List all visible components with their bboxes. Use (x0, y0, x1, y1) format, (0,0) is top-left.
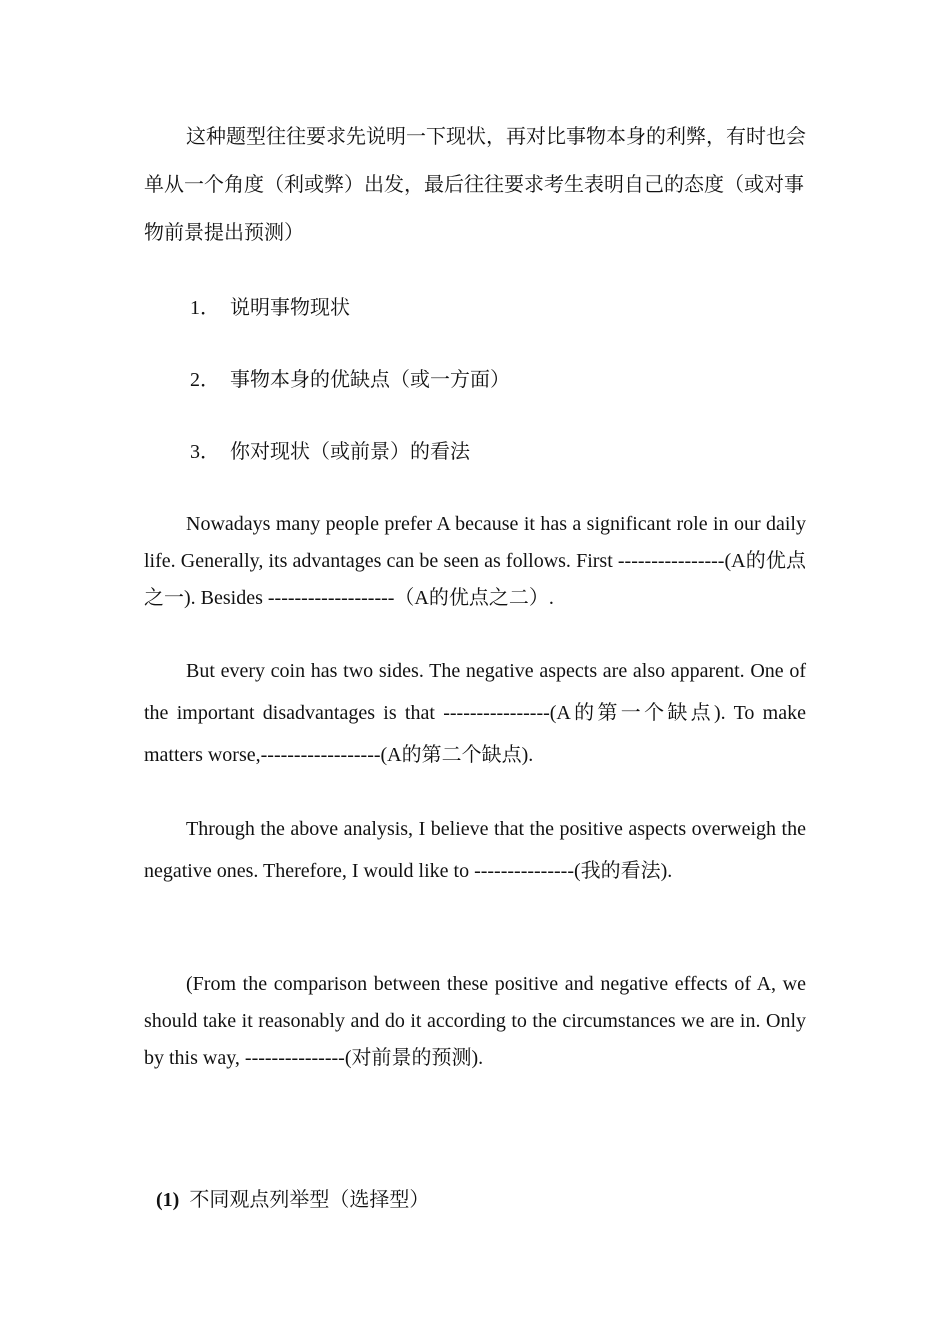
outline-item-label: 你对现状（或前景）的看法 (230, 441, 470, 463)
template-paragraph-3: Through the above analysis, I believe that the positive aspects overweigh the negative ones. Therefore, I would like to ---------------(我的看法). (144, 818, 806, 882)
intro-text: 这种题型往往要求先说明一下现状，再对比事物本身的利弊，有时也会单从一个角度（利或弊）出发，最后往往要求考生表明自己的态度（或对事物前景提出预测） (144, 126, 806, 244)
outline-item-number: 3． (190, 441, 220, 463)
template-paragraph-2: But every coin has two sides. The negative aspects are also apparent. One of the important disadvantages is that ----------------(A的第一个缺点). To make matters worse,------------------(A的第二个缺点). (144, 660, 806, 766)
outline-item-3 (190, 438, 470, 466)
template-paragraph-4: (From the comparison between these positive and negative effects of A, we should take it reasonably and do it according to the circumstances we are in. Only by this way, ---------------(对前景的预测). (144, 973, 806, 1069)
outline-item-number: 1． (190, 297, 220, 319)
section-number: (1) (156, 1189, 180, 1211)
intro-paragraph (144, 113, 806, 257)
outline-item-label: 说明事物现状 (230, 297, 350, 319)
section-heading (156, 1186, 429, 1214)
outline-item-number: 2． (190, 369, 220, 391)
outline-item-2 (190, 366, 510, 394)
outline-item-1 (190, 294, 350, 322)
template-paragraph-1: Nowadays many people prefer A because it has a significant role in our daily life. Generally, its advantages can be seen as follows. First ----------------(A的优点之一). Besides -------------------（A的优点之二）. (144, 513, 806, 609)
outline-item-label: 事物本身的优缺点（或一方面） (230, 369, 510, 391)
section-title: 不同观点列举型（选择型） (189, 1189, 430, 1211)
